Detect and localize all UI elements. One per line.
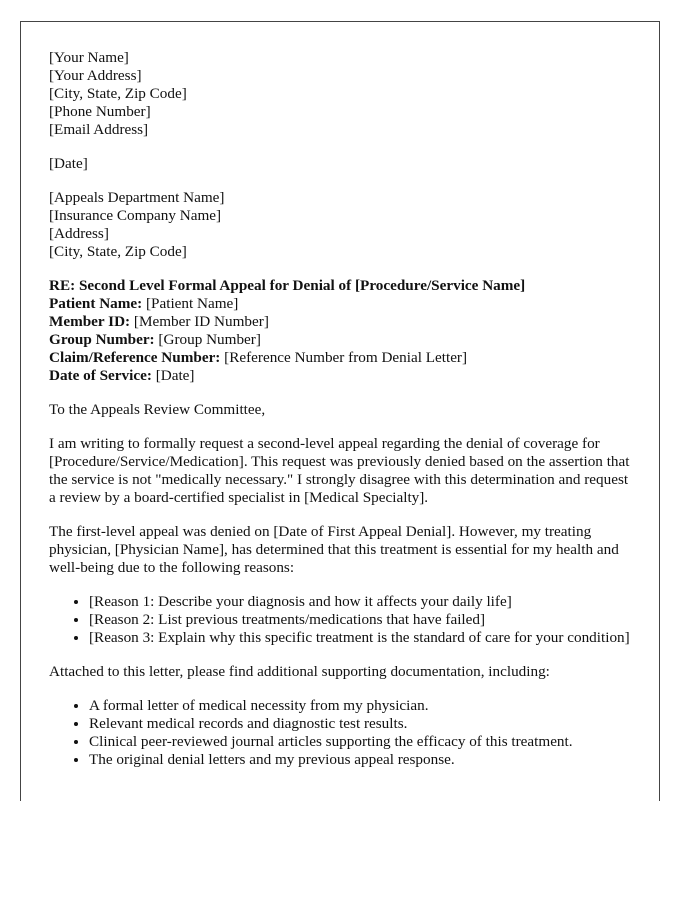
date-block [49,155,631,173]
list-item: • [Reason 3: Explain why this specific treatment is the standard of care for your condition] [89,629,631,647]
list-item: • The original denial letters and my previous appeal response. [89,751,631,769]
recipient-company: [Insurance Company Name] [49,207,222,224]
list-item: • [Reason 2: List previous treatments/medications that have failed] [89,611,631,629]
sender-phone: [Phone Number] [49,103,151,120]
subject-line: RE: Second Level Formal Appeal for Denial of [Procedure/Service Name] [49,277,526,294]
recipient-city: [City, State, Zip Code] [49,243,187,260]
claim-value: [Reference Number from Denial Letter] [220,349,468,366]
patient-value: [Patient Name] [142,295,239,312]
list-item: • [Reason 1: Describe your diagnosis and how it affects your daily life] [89,593,631,611]
sender-block [49,49,631,139]
list-item: • Clinical peer-reviewed journal articles supporting the efficacy of this treatment. [89,733,631,751]
letter-page [20,21,660,801]
dos-line [49,367,631,385]
sender-name: [Your Name] [49,49,129,66]
paragraph-first-appeal: The first-level appeal was denied on [Date of First Appeal Denial]. However, my treating physician, [Physician Name], has determined that this treatment is essential for my health and well-being due to the following reasons: [49,523,619,576]
claim-line [49,349,631,367]
patient-label: Patient Name: [49,295,143,312]
member-line [49,313,631,331]
group-value: [Group Number] [154,331,261,348]
sender-email: [Email Address] [49,121,149,138]
sender-city: [City, State, Zip Code] [49,85,187,102]
member-label: Member ID: [49,313,131,330]
reasons-list [49,593,631,647]
claim-label: Claim/Reference Number: [49,349,221,366]
group-label: Group Number: [49,331,155,348]
patient-line [49,295,631,313]
member-value: [Member ID Number] [130,313,269,330]
recipient-department: [Appeals Department Name] [49,189,225,206]
attachments-list [49,697,631,769]
paragraph-request: I am writing to formally request a second-level appeal regarding the denial of coverage for [Procedure/Service/Medication]. This request was previously denied based on the assertion that the service is not "medically necessary." I strongly disagree with this determination and request a review by a board-certified specialist in [Medical Specialty]. [49,435,630,506]
sender-address: [Your Address] [49,67,142,84]
letter-date: [Date] [49,155,88,172]
paragraph-attachments: Attached to this letter, please find additional supporting documentation, including: [49,663,550,680]
group-line [49,331,631,349]
reference-block [49,277,631,385]
dos-label: Date of Service: [49,367,152,384]
salutation: To the Appeals Review Committee, [49,401,266,418]
dos-value: [Date] [151,367,195,384]
list-item: • A formal letter of medical necessity from my physician. [89,697,631,715]
list-item: • Relevant medical records and diagnostic test results. [89,715,631,733]
recipient-block [49,189,631,261]
recipient-address: [Address] [49,225,109,242]
